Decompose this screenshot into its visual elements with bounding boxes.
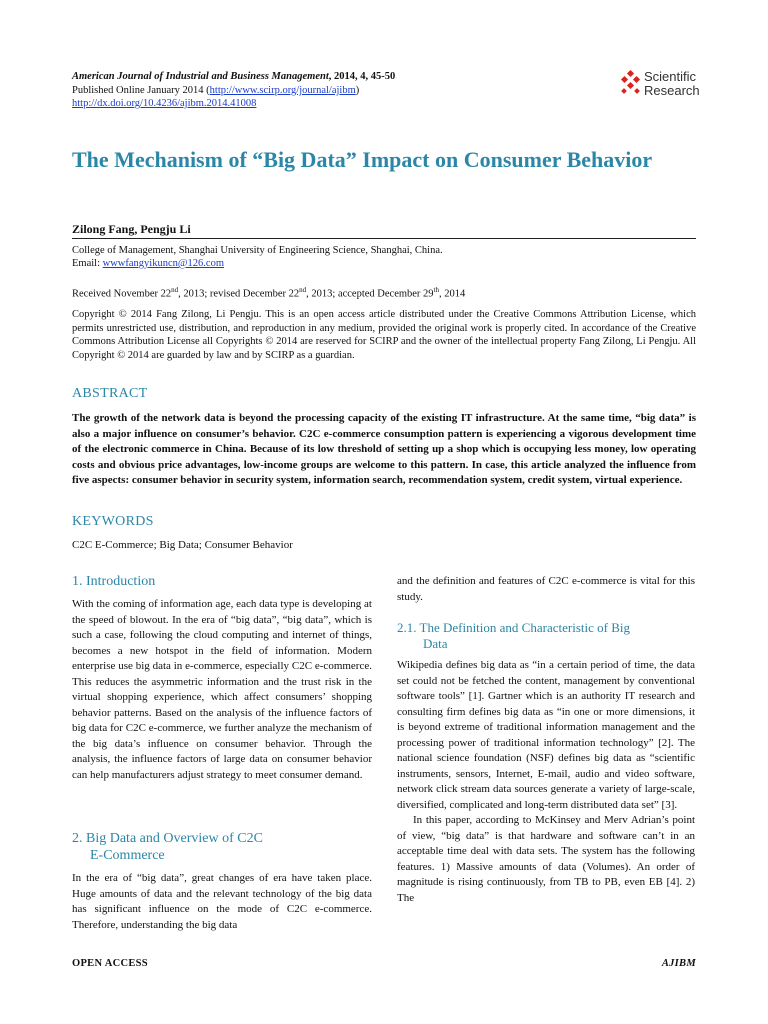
email-link[interactable]: wwwfangyikuncn@126.com <box>102 258 224 269</box>
accepted-text: , 2013; accepted December 29 <box>306 288 434 300</box>
logo-line-2: Research <box>644 83 700 98</box>
keywords-text: C2C E-Commerce; Big Data; Consumer Behavior <box>72 539 293 551</box>
published-prefix: Published Online January 2014 ( <box>72 85 210 96</box>
logo-line-1: Scientific <box>644 69 697 84</box>
subsection-2-1-text <box>397 658 695 906</box>
paragraph: Wikipedia defines big data as “in a certain period of time, the data set could not be fetched the content, management by conventional software tools” [1]. Gartner which is an authority IT research and consulting firm defines big data as “in one or more dimensions, it is beyond extreme of traditional information management and the processing power of traditional information technology” [2]. The national science foundation (NSF) defines big data as “scientific instruments, sensors, Internet, E-mail, audio and video software, network click stream data sources generate a variety of large-scale, diversified, complicated and long-term distributed data set” [3]. <box>397 659 695 811</box>
received-dates <box>72 284 465 301</box>
published-line <box>72 84 359 97</box>
scientific-research-logo <box>620 70 700 100</box>
author-divider <box>72 238 696 239</box>
paragraph: In this paper, according to McKinsey and Merv Adrian’s point of view, “big data” is that hardware and software can’t in an acceptable time deal with data sets. The system has the following features. 1) Massive amounts of data (Volumes). An order of magnitude is rising continuously, from TB to PB, even EB [4]. 2) The <box>397 814 695 904</box>
authors: Zilong Fang, Pengju Li <box>72 222 191 236</box>
copyright-notice: Copyright © 2014 Fang Zilong, Li Pengju. This is an open access article distributed under the Creative Commons Attribution License, which permits unrestricted use, distribution, and reproduction in any medium, provided the original work is properly cited. In accordance of the Creative Commons Attribution License all Copyrights © 2014 are reserved for SCIRP and the owner of the intellectual property Fang Zilong, Li Pengju. All Copyright © 2014 are guarded by law and by SCIRP as a guardian. <box>72 309 696 361</box>
section2-heading-line1: 2. Big Data and Overview of C2C <box>72 831 263 846</box>
subsection-heading-line1: 2.1. The Definition and Characteristic of Big <box>397 620 630 635</box>
affiliation: College of Management, Shanghai University of Engineering Science, Shanghai, China. <box>72 245 443 256</box>
journal-volume: , 2014, 4, 45-50 <box>328 71 396 82</box>
intro-heading: 1. Introduction <box>72 574 156 589</box>
subsection-heading-line2: Data <box>423 636 448 651</box>
received-sup: nd <box>171 286 179 294</box>
logo-mark-icon <box>620 70 642 98</box>
revised-text: , 2013; revised December 22 <box>178 288 300 300</box>
section2-heading-line2: E-Commerce <box>90 848 165 863</box>
doi-link[interactable]: http://dx.doi.org/10.4236/ajibm.2014.41008 <box>72 98 257 109</box>
doi-line <box>72 97 256 110</box>
journal-name: American Journal of Industrial and Business Management <box>72 71 329 82</box>
keywords-heading: KEYWORDS <box>72 514 154 529</box>
intro-text: With the coming of information age, each data type is developing at the speed of blowout. In the era of “big data”, “big data”, which is such a case, following the cloud computing and internet of things, becomes a new hotspot in the field of information. Modern enterprise use big data in e-commerce, especially C2C e-commerce. This reduces the asymmetric information and the trust risk in the virtual shopping experience, which affect consumers’ shopping behavior patterns. Based on the analysis of the influence factors of big data for C2C e-commerce, we further analyze the mechanism of the big data’s influence on consumer behavior. Through the analysis, the influence factors of large data on consumer behavior can help manufacturers adjust strategy to meet consumer demand. <box>72 598 372 781</box>
section2-continued-text: and the definition and features of C2C e-commerce is vital for this study. <box>397 575 695 603</box>
footer-open-access: OPEN ACCESS <box>72 958 148 969</box>
abstract-heading: ABSTRACT <box>72 386 148 401</box>
accepted-year: , 2014 <box>439 288 466 300</box>
logo-text <box>644 70 700 98</box>
footer-journal-abbrev: AJIBM <box>661 958 696 969</box>
section2-text: In the era of “big data”, great changes of era have taken place. Huge amounts of data and the relevant technology of the big data has significant influence on the mode of C2C e-commerce. Therefore, understanding the big data <box>72 872 372 931</box>
revised-sup: nd <box>299 286 307 294</box>
abstract-text: The growth of the network data is beyond the processing capacity of the existing IT infrastructure. At the same time, “big data” is also a major influence on consumer’s behavior. C2C e-commerce consumption pattern is experiencing a vigorous development time of the electronic commerce in China. Because of its low threshold of setting up a shop which is occupying less money, low operating costs and obvious price advantages, low-income groups are welcome to this pattern. In case, this article analyzed the influence from five aspects: consumer behavior in security system, information search, recommendation system, credit system, virtual experience. <box>72 412 696 486</box>
email-line <box>72 257 224 271</box>
section2-heading <box>72 830 263 864</box>
subsection-2-1-heading <box>397 620 630 652</box>
published-suffix: ) <box>355 85 360 96</box>
email-label: Email: <box>72 258 103 269</box>
journal-url-link[interactable]: http://www.scirp.org/journal/ajibm <box>209 85 356 96</box>
received-text: Received November 22 <box>72 288 172 300</box>
journal-citation <box>72 70 592 84</box>
accepted-sup: th <box>433 286 440 294</box>
article-title: The Mechanism of “Big Data” Impact on Consumer Behavior <box>72 147 653 172</box>
